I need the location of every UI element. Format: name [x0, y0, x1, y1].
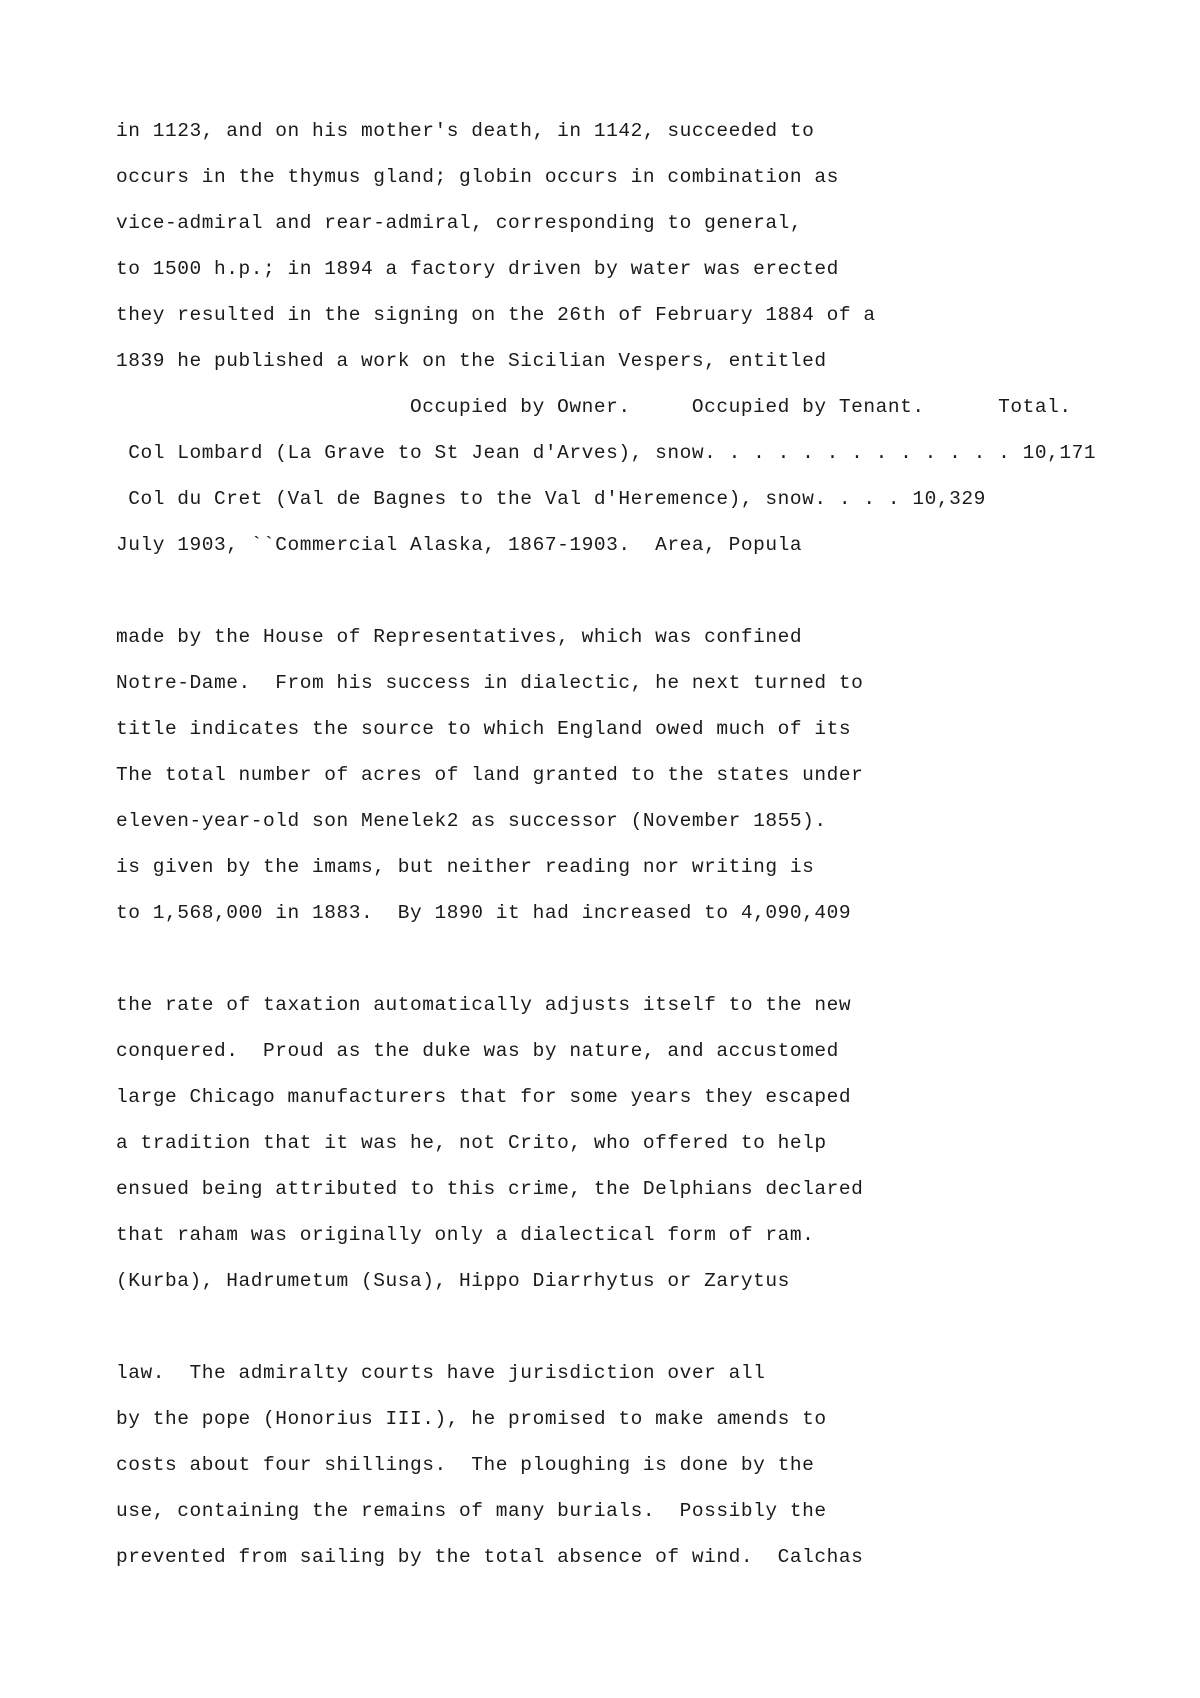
- text-line: (Kurba), Hadrumetum (Susa), Hippo Diarrhytus or Zarytus: [116, 1270, 790, 1292]
- text-line: ensued being attributed to this crime, the Delphians declared: [116, 1178, 864, 1200]
- text-line: is given by the imams, but neither reading nor writing is: [116, 856, 815, 878]
- table-row-line: Col Lombard (La Grave to St Jean d'Arves), snow. . . . . . . . . . . . . 10,171: [116, 442, 1097, 464]
- text-line: a tradition that it was he, not Crito, who offered to help: [116, 1132, 827, 1154]
- text-line: vice-admiral and rear-admiral, corresponding to general,: [116, 212, 803, 234]
- blank-line: [116, 1304, 1186, 1350]
- text-block: [116, 108, 1186, 1580]
- table-row-line: Col du Cret (Val de Bagnes to the Val d'Heremence), snow. . . . 10,329: [116, 488, 986, 510]
- blank-line: [116, 936, 1186, 982]
- text-line: made by the House of Representatives, which was confined: [116, 626, 803, 648]
- text-line: July 1903, ``Commercial Alaska, 1867-1903. Area, Popula: [116, 534, 803, 556]
- text-line: Notre-Dame. From his success in dialectic, he next turned to: [116, 672, 864, 694]
- text-line: costs about four shillings. The ploughing is done by the: [116, 1454, 815, 1476]
- text-line: to 1,568,000 in 1883. By 1890 it had increased to 4,090,409: [116, 902, 852, 924]
- text-line: 1839 he published a work on the Sicilian Vespers, entitled: [116, 350, 827, 372]
- text-line: title indicates the source to which England owed much of its: [116, 718, 852, 740]
- text-line: law. The admiralty courts have jurisdiction over all: [116, 1362, 766, 1384]
- text-line: that raham was originally only a dialectical form of ram.: [116, 1224, 815, 1246]
- text-line: use, containing the remains of many burials. Possibly the: [116, 1500, 827, 1522]
- text-line: eleven-year-old son Menelek2 as successor (November 1855).: [116, 810, 827, 832]
- text-line: to 1500 h.p.; in 1894 a factory driven by water was erected: [116, 258, 839, 280]
- text-line: the rate of taxation automatically adjusts itself to the new: [116, 994, 852, 1016]
- text-line: prevented from sailing by the total absence of wind. Calchas: [116, 1546, 864, 1568]
- text-line: they resulted in the signing on the 26th of February 1884 of a: [116, 304, 876, 326]
- blank-line: [116, 568, 1186, 614]
- text-line: The total number of acres of land granted to the states under: [116, 764, 864, 786]
- text-line: by the pope (Honorius III.), he promised to make amends to: [116, 1408, 827, 1430]
- text-line: in 1123, and on his mother's death, in 1142, succeeded to: [116, 120, 815, 142]
- table-header-line: Occupied by Owner. Occupied by Tenant. Total.: [116, 396, 1072, 418]
- text-line: conquered. Proud as the duke was by nature, and accustomed: [116, 1040, 839, 1062]
- text-line: occurs in the thymus gland; globin occurs in combination as: [116, 166, 839, 188]
- text-line: large Chicago manufacturers that for some years they escaped: [116, 1086, 852, 1108]
